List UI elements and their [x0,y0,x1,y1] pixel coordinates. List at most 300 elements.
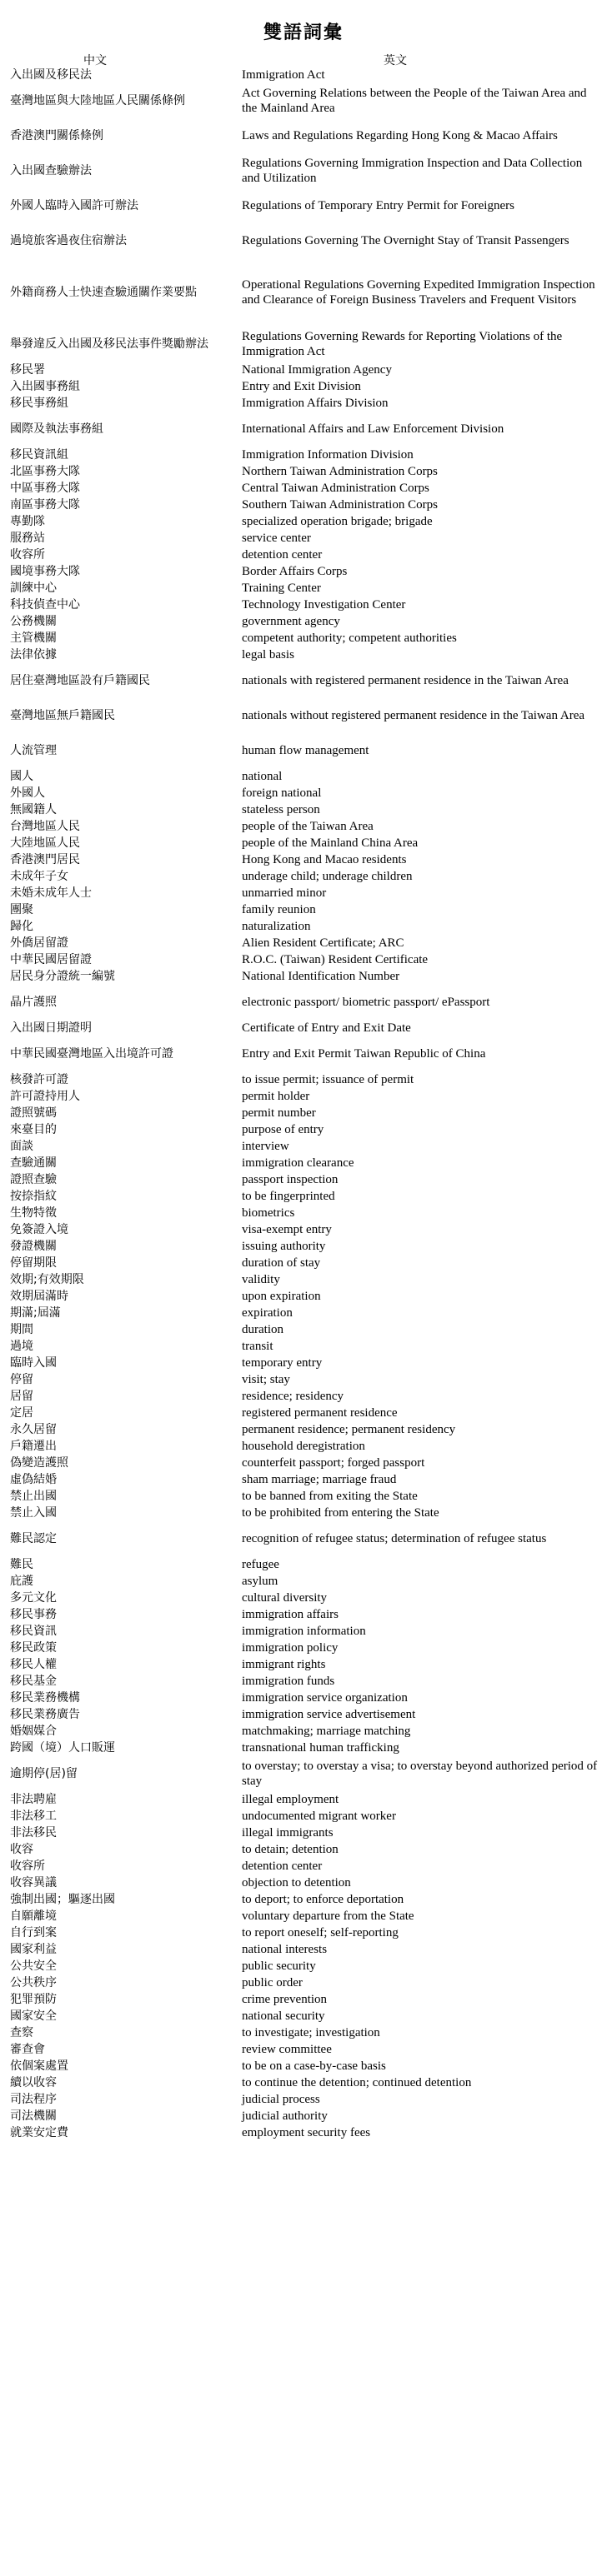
table-row [10,901,599,918]
term-english: review committee [242,2042,332,2056]
term-chinese: 跨國（境）人口販運 [10,1741,115,1755]
term-chinese: 效期;有效期限 [10,1273,84,1286]
term-chinese: 外國人臨時入國許可辦法 [10,199,138,212]
table-row [10,1623,599,1640]
term-chinese: 國境事務大隊 [10,565,80,578]
table-row [10,698,599,733]
term-chinese: 發證機關 [10,1240,57,1253]
term-english: unmarried minor [242,886,327,900]
table-row [10,118,599,153]
table-row [10,1271,599,1288]
term-chinese: 團聚 [10,903,33,916]
term-chinese: 難民認定 [10,1532,57,1545]
term-chinese: 禁止出國 [10,1490,57,1503]
table-row [10,835,599,851]
table-row [10,1255,599,1271]
term-chinese: 外籍商務人士快速查驗通關作業要點 [10,286,197,299]
table-row [10,985,599,1020]
term-english: permanent residence; permanent residency [242,1422,456,1436]
term-english: Northern Taiwan Administration Corps [242,464,438,478]
table-row [10,951,599,968]
term-english: transnational human trafficking [242,1740,399,1755]
term-english: residence; residency [242,1389,344,1403]
term-chinese: 收容 [10,1843,33,1856]
term-english: immigration policy [242,1640,339,1655]
term-english: immigration service advertisement [242,1707,416,1721]
term-english: validity [242,1272,280,1286]
term-chinese: 歸化 [10,920,33,933]
term-english: judicial process [242,2092,320,2106]
term-chinese: 過境 [10,1340,33,1353]
term-chinese: 面談 [10,1140,33,1153]
term-english: nationals with registered permanent residence in the Taiwan Area [242,673,569,687]
term-chinese: 收容所 [10,1860,45,1873]
table-row [10,1958,599,1974]
term-english: Laws and Regulations Regarding Hong Kong & Macao Affairs [242,128,558,142]
table-row [10,1071,599,1088]
table-row [10,258,599,327]
term-english: service center [242,531,311,545]
table-row [10,153,599,188]
term-english: to be banned from exiting the State [242,1489,418,1503]
term-english: immigration funds [242,1674,335,1688]
term-chinese: 中華民國臺灣地區入出境許可證 [10,1047,173,1061]
term-english: Alien Resident Certificate; ARC [242,936,404,950]
term-chinese: 中華民國居留證 [10,953,92,966]
term-english: immigration clearance [242,1156,354,1170]
table-row [10,1088,599,1105]
term-chinese: 非法移民 [10,1826,57,1840]
term-english: Regulations Governing The Overnight Stay of Transit Passengers [242,233,569,247]
table-row [10,463,599,480]
table-row [10,447,599,463]
table-row [10,1556,599,1573]
term-english: purpose of entry [242,1122,324,1136]
table-row [10,768,599,785]
term-english: Technology Investigation Center [242,597,406,612]
table-row [10,1858,599,1875]
table-row [10,1941,599,1958]
table-row [10,580,599,597]
table-row [10,2041,599,2058]
table-row [10,1188,599,1205]
term-english: people of the Mainland China Area [242,836,419,850]
term-chinese: 國家安全 [10,2009,57,2023]
term-english: interview [242,1139,289,1153]
table-row [10,1221,599,1238]
term-english: immigration information [242,1624,366,1638]
term-chinese: 臨時入國 [10,1356,57,1370]
term-english: illegal immigrants [242,1825,334,1840]
term-chinese: 未成年子女 [10,870,68,883]
table-row [10,1338,599,1355]
term-chinese: 過境旅客過夜住宿辦法 [10,234,127,247]
term-english: household deregistration [242,1439,365,1453]
term-chinese: 臺灣地區與大陸地區人民關係條例 [10,94,185,107]
table-row [10,1673,599,1690]
term-english: to investigate; investigation [242,2025,380,2039]
term-english: asylum [242,1574,278,1588]
term-english: National Identification Number [242,969,400,983]
term-english: issuing authority [242,1239,326,1253]
term-english: naturalization [242,919,311,933]
table-row [10,1455,599,1471]
term-english: national [242,769,283,783]
term-chinese: 居民身分證統一編號 [10,970,115,983]
term-english: counterfeit passport; forged passport [242,1455,425,1470]
term-chinese: 國人 [10,770,33,783]
term-english: to deport; to enforce deportation [242,1892,404,1906]
term-english: to detain; detention [242,1842,339,1856]
term-english: matchmaking; marriage matching [242,1724,411,1738]
table-row [10,1756,599,1791]
table-row [10,1488,599,1505]
term-chinese: 法律依據 [10,648,57,661]
term-english: biometrics [242,1206,295,1220]
table-row [10,2024,599,2041]
term-english: Southern Taiwan Administration Corps [242,497,438,512]
table-row [10,918,599,935]
term-chinese: 外國人 [10,786,45,800]
term-chinese: 審查會 [10,2043,45,2056]
table-row [10,1656,599,1673]
term-chinese: 公共安全 [10,1959,57,1973]
term-chinese: 逾期停(居)留 [10,1767,78,1780]
table-row [10,1740,599,1756]
term-english: expiration [242,1305,293,1320]
term-chinese: 虛偽結婚 [10,1473,57,1486]
term-english: Entry and Exit Division [242,379,361,393]
term-english: to overstay; to overstay a visa; to overstay beyond authorized period of stay [242,1759,598,1788]
term-chinese: 移民業務機構 [10,1691,80,1705]
term-chinese: 難民 [10,1558,33,1571]
table-row [10,663,599,698]
term-chinese: 證照查驗 [10,1173,57,1186]
term-english: visa-exempt entry [242,1222,332,1236]
table-row [10,2074,599,2091]
table-row [10,1171,599,1188]
column-header-chinese: 中文 [83,54,107,67]
table-row [10,362,599,378]
term-english: judicial authority [242,2109,328,2123]
table-row [10,1706,599,1723]
term-chinese: 生物特徵 [10,1206,57,1220]
term-chinese: 來臺目的 [10,1123,57,1136]
table-row [10,513,599,530]
term-chinese: 中區事務大隊 [10,482,80,495]
term-english: immigration service organization [242,1690,408,1705]
term-english: Immigration Information Division [242,447,414,462]
term-english: Immigration Affairs Division [242,396,389,410]
term-chinese: 免簽證入境 [10,1223,68,1236]
term-chinese: 移民事務 [10,1608,57,1621]
term-english: underage child; underage children [242,869,413,883]
term-english: International Affairs and Law Enforcement Division [242,422,504,436]
table-row [10,868,599,885]
term-chinese: 主管機關 [10,632,57,645]
term-english: sham marriage; marriage fraud [242,1472,397,1486]
table-row [10,563,599,580]
table-row [10,630,599,646]
table-row [10,1991,599,2008]
term-english: detention center [242,1859,323,1873]
term-chinese: 訓練中心 [10,582,57,595]
term-english: foreign national [242,786,322,800]
term-english: nationals without registered permanent residence in the Taiwan Area [242,708,585,722]
term-chinese: 續以收容 [10,2076,57,2089]
table-row [10,1105,599,1121]
term-english: people of the Taiwan Area [242,819,374,833]
term-english: to continue the detention; continued detention [242,2075,472,2089]
table-row [10,2091,599,2108]
table-row [10,597,599,613]
term-chinese: 無國籍人 [10,803,57,816]
term-english: specialized operation brigade; brigade [242,514,433,528]
term-chinese: 移民資訊組 [10,448,68,462]
table-row [10,1573,599,1590]
term-chinese: 入出國查驗辦法 [10,164,92,177]
term-english: undocumented migrant worker [242,1809,396,1823]
term-chinese: 停留 [10,1373,33,1386]
table-row [10,188,599,223]
table-row [10,851,599,868]
term-chinese: 移民人權 [10,1658,57,1671]
term-english: transit [242,1339,273,1353]
term-chinese: 司法機關 [10,2109,57,2123]
term-chinese: 定居 [10,1406,33,1420]
term-english: visit; stay [242,1372,290,1386]
term-chinese: 期滿;屆滿 [10,1306,61,1320]
table-row [10,885,599,901]
term-english: Entry and Exit Permit Taiwan Republic of China [242,1046,486,1061]
term-chinese: 專勤隊 [10,515,45,528]
term-chinese: 香港澳門關係條例 [10,129,103,142]
term-english: competent authority; competent authorities [242,631,457,645]
table-row [10,530,599,547]
table-row [10,1791,599,1808]
term-chinese: 居留 [10,1390,33,1403]
table-row [10,1288,599,1305]
term-chinese: 婚姻媒合 [10,1725,57,1738]
term-english: public security [242,1959,316,1973]
table-row [10,1388,599,1405]
page-title: 雙語詞彙 [263,22,344,43]
term-chinese: 公共秩序 [10,1976,57,1989]
term-chinese: 期間 [10,1323,33,1336]
term-chinese: 入出國事務組 [10,380,80,393]
glossary-table [10,67,599,2141]
table-row [10,1138,599,1155]
table-row [10,1925,599,1941]
table-row [10,2058,599,2074]
table-row [10,1891,599,1908]
table-row [10,1606,599,1623]
table-row [10,935,599,951]
table-row [10,1640,599,1656]
term-english: permit holder [242,1089,310,1103]
term-english: R.O.C. (Taiwan) Resident Certificate [242,952,429,966]
term-english: temporary entry [242,1355,323,1370]
term-chinese: 居住臺灣地區設有戶籍國民 [10,674,150,687]
term-english: Immigration Act [242,67,325,82]
term-english: objection to detention [242,1875,351,1890]
term-chinese: 停留期限 [10,1256,57,1270]
term-chinese: 移民事務組 [10,397,68,410]
term-chinese: 收容異議 [10,1876,57,1890]
table-row [10,968,599,985]
term-chinese: 入出國及移民法 [10,68,92,82]
term-english: electronic passport/ biometric passport/ ePassport [242,995,490,1009]
term-english: Regulations of Temporary Entry Permit for Foreigners [242,198,514,212]
term-chinese: 南區事務大隊 [10,498,80,512]
term-english: to issue permit; issuance of permit [242,1072,414,1086]
term-english: recognition of refugee status; determination of refugee status [242,1531,547,1545]
table-row [10,2108,599,2124]
table-row [10,785,599,801]
table-row [10,378,599,395]
term-chinese: 核發許可證 [10,1073,68,1086]
term-chinese: 移民署 [10,363,45,377]
term-chinese: 按捺指紋 [10,1190,57,1203]
table-row [10,1908,599,1925]
table-row [10,1036,599,1071]
term-chinese: 非法移工 [10,1810,57,1823]
table-row [10,1238,599,1255]
term-chinese: 多元文化 [10,1591,57,1605]
term-chinese: 自行到案 [10,1926,57,1939]
term-english: to report oneself; self-reporting [242,1925,399,1939]
table-row [10,395,599,412]
table-row [10,818,599,835]
term-english: to be on a case-by-case basis [242,2059,386,2073]
term-chinese: 偽變造護照 [10,1456,68,1470]
table-row [10,1205,599,1221]
table-row [10,67,599,83]
term-english: duration [242,1322,283,1336]
term-chinese: 入出國日期證明 [10,1021,92,1035]
table-row [10,1305,599,1321]
term-english: Operational Regulations Governing Expedited Immigration Inspection and Clearance of Foreign Business Travelers and Frequent Visitors [242,277,595,307]
table-row [10,412,599,447]
term-chinese: 移民業務廣告 [10,1708,80,1721]
term-english: immigration affairs [242,1607,339,1621]
table-row [10,733,599,768]
term-english: public order [242,1975,303,1989]
term-chinese: 未婚未成年人士 [10,886,92,900]
term-english: family reunion [242,902,316,916]
table-row [10,1841,599,1858]
term-chinese: 移民政策 [10,1641,57,1655]
term-english: stateless person [242,802,320,816]
table-row [10,2008,599,2024]
term-chinese: 公務機關 [10,615,57,628]
term-chinese: 人流管理 [10,744,57,757]
table-row [10,1405,599,1421]
term-chinese: 禁止入國 [10,1506,57,1520]
term-english: employment security fees [242,2125,371,2139]
term-chinese: 許可證持用人 [10,1090,80,1103]
term-english: Hong Kong and Macao residents [242,852,407,866]
term-english: duration of stay [242,1256,321,1270]
term-english: upon expiration [242,1289,321,1303]
term-english: government agency [242,614,340,628]
term-english: human flow management [242,743,369,757]
term-english: legal basis [242,647,294,661]
term-chinese: 晶片護照 [10,996,57,1009]
term-chinese: 移民基金 [10,1675,57,1688]
table-row [10,497,599,513]
table-row [10,2124,599,2141]
term-chinese: 犯罪預防 [10,1993,57,2006]
table-row [10,1590,599,1606]
column-header-english: 英文 [384,54,407,67]
term-chinese: 就業安定費 [10,2126,68,2139]
table-row [10,1020,599,1036]
term-english: illegal employment [242,1792,339,1806]
table-row [10,1974,599,1991]
term-english: voluntary departure from the State [242,1909,414,1923]
table-row [10,1505,599,1521]
table-row [10,1825,599,1841]
term-english: registered permanent residence [242,1405,398,1420]
term-english: to be prohibited from entering the State [242,1505,439,1520]
term-english: National Immigration Agency [242,362,392,377]
term-english: refugee [242,1557,279,1571]
term-chinese: 台灣地區人民 [10,820,80,833]
table-row [10,1808,599,1825]
term-english: national interests [242,1942,328,1956]
term-chinese: 北區事務大隊 [10,465,80,478]
table-row [10,1723,599,1740]
term-chinese: 國際及執法事務組 [10,422,103,436]
term-chinese: 效期屆滿時 [10,1290,68,1303]
term-chinese: 外僑居留證 [10,936,68,950]
table-row [10,1321,599,1338]
term-chinese: 臺灣地區無戶籍國民 [10,709,115,722]
term-chinese: 收容所 [10,548,45,562]
table-row [10,1371,599,1388]
term-chinese: 強制出國；驅逐出國 [10,1893,115,1906]
table-row [10,613,599,630]
term-english: passport inspection [242,1172,339,1186]
term-english: to be fingerprinted [242,1189,335,1203]
term-english: Regulations Governing Rewards for Reporting Violations of the Immigration Act [242,329,563,358]
term-english: national security [242,2009,325,2023]
table-row [10,1690,599,1706]
table-row [10,1438,599,1455]
term-chinese: 國家利益 [10,1943,57,1956]
table-row [10,480,599,497]
table-row [10,646,599,663]
term-chinese: 永久居留 [10,1423,57,1436]
term-chinese: 大陸地區人民 [10,836,80,850]
term-chinese: 司法程序 [10,2093,57,2106]
term-english: crime prevention [242,1992,328,2006]
column-headers [8,52,599,67]
table-row [10,1875,599,1891]
term-chinese: 查驗通關 [10,1156,57,1170]
table-row [10,223,599,258]
term-chinese: 戶籍遷出 [10,1440,57,1453]
table-row [10,1155,599,1171]
term-chinese: 服務站 [10,532,45,545]
table-row [10,1421,599,1438]
term-chinese: 依個案處置 [10,2059,68,2073]
term-english: Regulations Governing Immigration Inspection and Data Collection and Utilization [242,156,583,185]
term-english: Training Center [242,581,321,595]
table-row [10,83,599,118]
term-english: immigrant rights [242,1657,326,1671]
